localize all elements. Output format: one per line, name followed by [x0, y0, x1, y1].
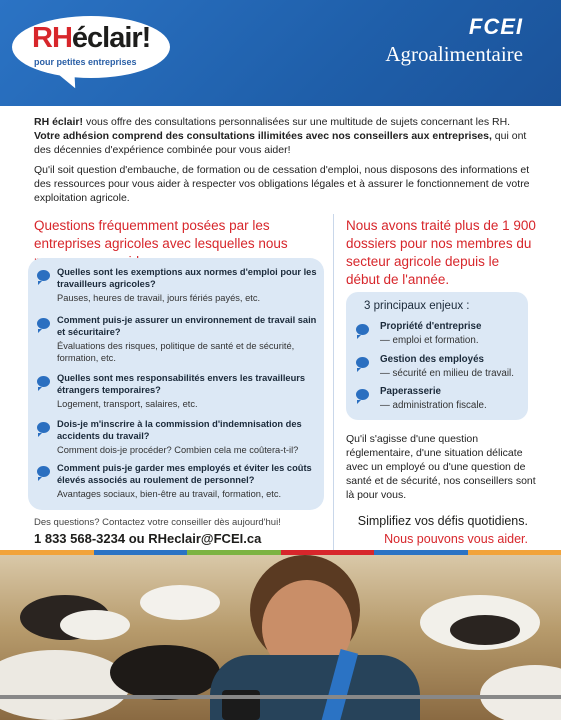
speech-bubble-icon — [356, 389, 369, 400]
issue-title: Paperasserie — [380, 386, 442, 397]
cow-shape — [110, 645, 220, 700]
issues-panel — [346, 292, 528, 420]
cow-shape — [140, 585, 220, 620]
intro-paragraph-2: Qu'il soit question d'embauche, de formation ou de cessation d'emploi, nous disposons des informations et des ressources pour vous aider à respecter vos obligations légales et à assurer le fonctionnement de votre exploitation agricole. — [34, 164, 530, 204]
stat-highlight: Nous avons traité plus de 1 900 dossiers pour nos membres du secteur agricole depuis le début de l'année. — [346, 218, 536, 287]
faq-question: Quelles sont les exemptions aux normes d'emploi pour les travailleurs agricoles? — [57, 267, 317, 289]
tagline-line-2: Nous pouvons vous aider. — [384, 532, 528, 546]
faq-question: Quelles sont mes responsabilités envers les travailleurs étrangers temporaires? — [57, 373, 306, 395]
sector-title: Agroalimentaire — [385, 42, 523, 66]
issue-desc: — emploi et formation. — [380, 335, 479, 346]
column-divider — [333, 214, 334, 554]
faq-answer: Avantages sociaux, bien-être au travail, formation, etc. — [57, 489, 282, 499]
speech-bubble-icon — [37, 376, 50, 387]
issue-desc: — sécurité en milieu de travail. — [380, 368, 514, 379]
cow-shape — [60, 610, 130, 640]
faq-question: Dois-je m'inscrire à la commission d'indemnisation des accidents du travail? — [57, 419, 302, 441]
fcei-logo: FCEI — [468, 14, 523, 39]
contact-phone-email[interactable]: 1 833 568-3234 ou RHeclair@FCEI.ca — [34, 531, 262, 546]
logo-subtitle: pour petites entreprises — [34, 57, 137, 67]
intro-tail: qui ont des décennies d'expérience combinée pour vous aider! — [34, 130, 527, 156]
faq-answer: Évaluations des risques, politique de santé et de sécurité, formation, etc. — [57, 341, 295, 363]
contact-prompt: Des questions? Contactez votre conseiller dès aujourd'hui! — [34, 517, 281, 528]
speech-bubble-icon — [356, 357, 369, 368]
speech-bubble-icon — [37, 422, 50, 433]
issue-desc: — administration fiscale. — [380, 400, 487, 411]
issues-title: 3 principaux enjeux : — [364, 300, 470, 312]
faq-question: Comment puis-je garder mes employés et éviter les coûts élevés associés au roulement de personnel? — [57, 463, 312, 485]
faq-answer: Comment dois-je procéder? Combien cela me coûtera-t-il? — [57, 445, 299, 455]
issue-title: Propriété d'entreprise — [380, 321, 482, 332]
farmer-photo — [0, 555, 561, 720]
barn-rail — [0, 695, 561, 699]
cow-shape — [0, 650, 130, 720]
intro-paragraph — [34, 115, 534, 157]
header-banner — [0, 0, 561, 106]
issue-title: Gestion des employés — [380, 354, 484, 365]
faq-panel — [28, 258, 324, 510]
faq-question: Comment puis-je assurer un environnement de travail sain et sécuritaire? — [57, 315, 317, 337]
tagline-line-1: Simplifiez vos défis quotidiens. — [357, 514, 528, 528]
regulation-paragraph: Qu'il s'agisse d'une question réglementaire, d'une situation délicate avec un employé ou d'une question de santé et de sécurité, nos conseillers sont là pour vous. — [346, 433, 536, 501]
faq-answer: Pauses, heures de travail, jours fériés payés, etc. — [57, 293, 261, 303]
rh-eclair-logo — [32, 22, 150, 55]
intro-lead: RH éclair! — [34, 116, 84, 128]
logo-rh-text: RH — [32, 22, 72, 54]
intro-bold: Votre adhésion comprend des consultations illimitées avec nos conseillers aux entreprises, — [34, 130, 492, 142]
speech-bubble-icon — [356, 324, 369, 335]
speech-bubble-icon — [37, 318, 50, 329]
speech-bubble-icon — [37, 270, 50, 281]
intro-text: vous offre des consultations personnalisées sur une multitude de sujets concernant les RH. — [83, 116, 511, 128]
speech-bubble-icon — [37, 466, 50, 477]
cow-shape — [480, 665, 561, 720]
cow-shape — [450, 615, 520, 645]
faq-heading: Questions fréquemment posées par les entreprises agricoles avec lesquelles nous — [34, 218, 288, 251]
faq-answer: Logement, transport, salaires, etc. — [57, 399, 198, 409]
logo-eclair-text: éclair! — [71, 22, 151, 54]
